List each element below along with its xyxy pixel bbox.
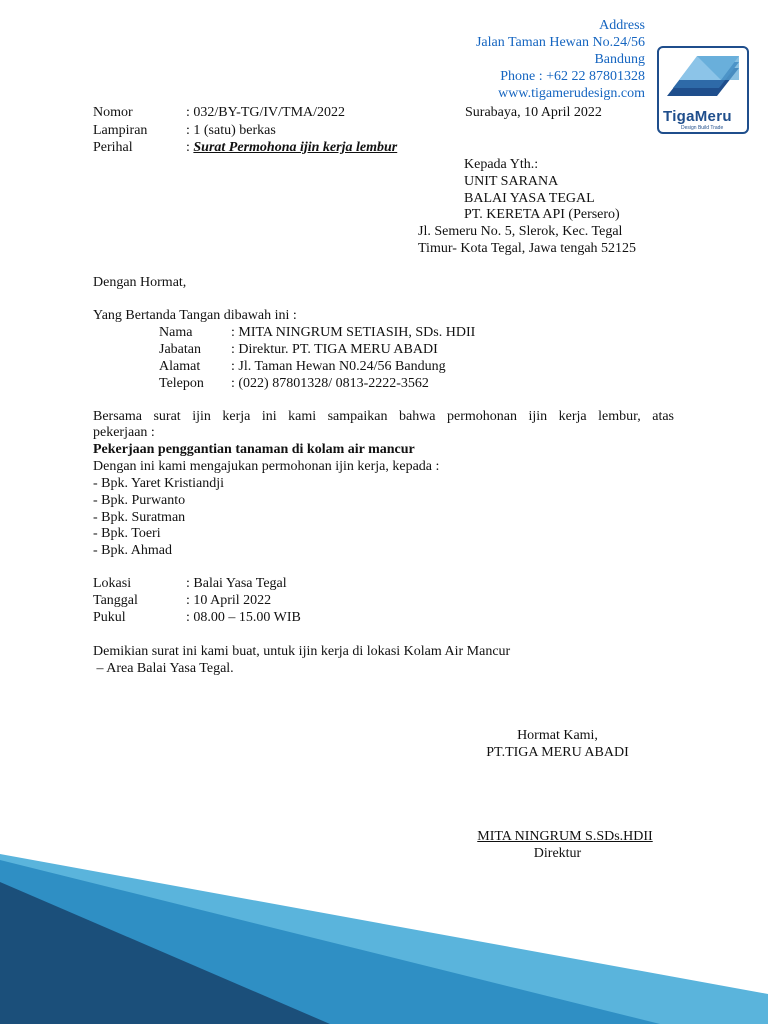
- perihal-field: [186, 139, 397, 156]
- lampiran-label: Lampiran: [93, 123, 148, 138]
- signature-title: Direktur: [533, 846, 582, 861]
- paragraph-line2: pekerjaan :: [93, 425, 155, 440]
- closing-line2: – Area Balai Yasa Tegal.: [93, 661, 234, 676]
- lampiran-value: : 1 (satu) berkas: [186, 123, 276, 138]
- detail-value: : 10 April 2022: [186, 593, 272, 608]
- worker-item: - Bpk. Toeri: [93, 526, 161, 541]
- recipient-line6: Timur- Kota Tegal, Jawa tengah 52125: [418, 241, 637, 256]
- recipient-line3: BALAI YASA TEGAL: [464, 191, 595, 206]
- signer-label: Nama: [159, 325, 193, 340]
- footer-decoration: [0, 854, 768, 1024]
- recipient-line1: Kepada Yth.:: [464, 157, 539, 172]
- worker-item: - Bpk. Suratman: [93, 510, 186, 525]
- recipient-line4: PT. KERETA API (Persero): [464, 207, 620, 222]
- company-address: [345, 17, 645, 102]
- closing-line1: Demikian surat ini kami buat, untuk ijin kerja di lokasi Kolam Air Mancur: [93, 644, 511, 659]
- worker-item: - Bpk. Ahmad: [93, 543, 172, 558]
- detail-label: Lokasi: [93, 576, 132, 591]
- nomor-label: Nomor: [93, 105, 133, 120]
- detail-value: : 08.00 – 15.00 WIB: [186, 610, 301, 625]
- signer-value: : Direktur. PT. TIGA MERU ABADI: [231, 342, 438, 357]
- signer-value: : MITA NINGRUM SETIASIH, SDs. HDII: [231, 325, 476, 340]
- perihal-value: Surat Permohona ijin kerja lembur: [193, 140, 398, 155]
- recipient-line5: Jl. Semeru No. 5, Slerok, Kec. Tegal: [418, 224, 623, 239]
- perihal-colon: :: [186, 140, 194, 155]
- greeting: Dengan Hormat,: [93, 275, 187, 290]
- nomor-value: : 032/BY-TG/IV/TMA/2022: [186, 105, 346, 120]
- signer-value: : Jl. Taman Hewan N0.24/56 Bandung: [231, 359, 446, 374]
- company-logo: [657, 46, 749, 134]
- address-street: Jalan Taman Hewan No.24/56: [475, 35, 645, 50]
- signature-name-wrap: [450, 828, 680, 845]
- signer-intro: Yang Bertanda Tangan dibawah ini :: [93, 308, 297, 323]
- paragraph-line1: Bersama surat ijin kerja ini kami sampaikan bahwa permohonan ijin kerja lembur, atas: [93, 409, 674, 424]
- recipient-line2: UNIT SARANA: [464, 174, 559, 189]
- detail-label: Pukul: [93, 610, 126, 625]
- letter-date: Surabaya, 10 April 2022: [465, 105, 602, 120]
- address-phone: Phone : +62 22 87801328: [500, 69, 645, 84]
- worker-item: - Bpk. Yaret Kristiandji: [93, 476, 225, 491]
- project-title: Pekerjaan penggantian tanaman di kolam air mancur: [93, 442, 415, 457]
- logo-name: TigaMeru: [663, 108, 732, 125]
- signature-regards: Hormat Kami,: [517, 728, 598, 743]
- signer-label: Alamat: [159, 359, 201, 374]
- address-website: www.tigamerudesign.com: [498, 86, 645, 101]
- signer-label: Jabatan: [159, 342, 201, 357]
- signer-label: Telepon: [159, 376, 204, 391]
- signature-company: PT.TIGA MERU ABADI: [486, 745, 629, 760]
- detail-label: Tanggal: [93, 593, 138, 608]
- perihal-label: Perihal: [93, 140, 133, 155]
- address-city: Bandung: [594, 52, 645, 67]
- address-label: Address: [599, 18, 645, 33]
- signature-name: MITA NINGRUM S.SDs.HDII: [477, 829, 653, 844]
- logo-mark-icon: [659, 50, 747, 112]
- detail-value: : Balai Yasa Tegal: [186, 576, 287, 591]
- request-line: Dengan ini kami mengajukan permohonan ijin kerja, kepada :: [93, 459, 440, 474]
- signer-value: : (022) 87801328/ 0813-2222-3562: [231, 376, 429, 391]
- logo-tagline: Design Build Trade: [681, 125, 724, 131]
- worker-item: - Bpk. Purwanto: [93, 493, 186, 508]
